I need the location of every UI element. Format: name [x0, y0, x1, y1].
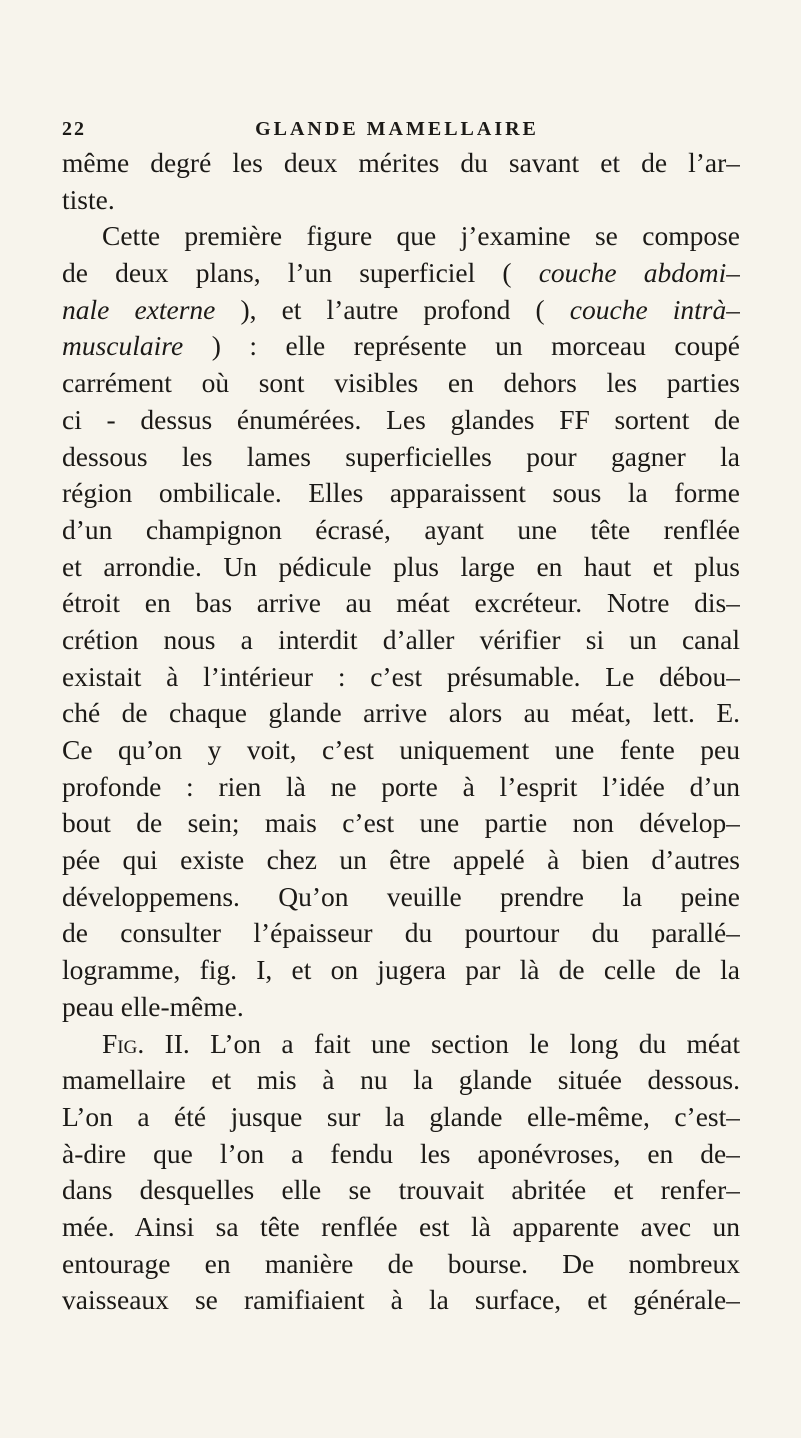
- text-line: [62, 842, 740, 879]
- text-line: [62, 292, 740, 329]
- text-run: crétion nous a interdit d’aller vérifier si un canal: [62, 623, 740, 655]
- text-line: [62, 439, 740, 476]
- text-run: Ce qu’on y voit, c’est uniquement une fente peu: [62, 734, 740, 765]
- text-run: entourage en manière de bourse. De nombreux: [62, 1247, 740, 1279]
- text-run: développemens. Qu’on veuille prendre la peine: [62, 880, 740, 912]
- running-head: GLANDE MAMELLAIRE: [255, 118, 539, 140]
- text-line: [62, 1026, 740, 1063]
- figure-label: Fig.: [102, 1027, 145, 1059]
- text-run: région ombilicale. Elles apparaissent sous la forme: [62, 477, 740, 509]
- italic-term: musculaire: [62, 330, 184, 362]
- text-run: ), et l’autre profond (: [215, 293, 570, 325]
- text-line: [62, 1136, 740, 1173]
- text-line: [62, 475, 740, 512]
- text-line: [62, 512, 740, 549]
- text-run: pée qui existe chez un être appelé à bien d’autres: [62, 844, 740, 876]
- text-line: [62, 255, 740, 292]
- text-run: existait à l’intérieur : c’est présumable. Le débou–: [62, 660, 740, 692]
- text-run: même degré les deux mérites du savant et de l’ar–: [62, 147, 740, 178]
- text-line: [62, 365, 740, 402]
- italic-term: nale externe: [62, 293, 216, 325]
- text-line: [62, 915, 740, 952]
- text-run: d’un champignon écrasé, ayant une tête renflée: [62, 513, 740, 545]
- text-run: carrément où sont visibles en dehors les parties: [62, 367, 740, 399]
- text-run: logramme, fig. I, et on jugera par là de celle de la: [62, 954, 740, 986]
- text-run: de deux plans, l’un superficiel (: [62, 257, 539, 289]
- text-line: [62, 769, 740, 806]
- text-run: profonde : rien là ne porte à l’esprit l’idée d’un: [62, 770, 740, 802]
- text-line: [62, 1062, 740, 1099]
- text-line: [62, 952, 740, 989]
- text-run: II. L’on a fait une section le long du méat: [144, 1027, 740, 1059]
- text-run: dessous les lames superficielles pour gagner la: [62, 440, 740, 472]
- text-run: ) : elle représente un morceau coupé: [183, 330, 740, 362]
- text-run: peau elle-même.: [62, 990, 244, 1022]
- text-line: [62, 145, 740, 182]
- text-line: [62, 659, 740, 696]
- page-number: 22: [62, 118, 86, 140]
- text-line: [62, 989, 740, 1026]
- text-line: [62, 1172, 740, 1209]
- italic-term: couche intrà–: [569, 293, 740, 325]
- text-line: [62, 585, 740, 622]
- text-line: [62, 805, 740, 842]
- text-run: Cette première figure que j’examine se compose: [102, 220, 740, 252]
- text-run: vaisseaux se ramifiaient à la surface, et générale–: [62, 1284, 740, 1316]
- text-line: [62, 879, 740, 916]
- body-text: [62, 145, 740, 1319]
- text-line: [62, 549, 740, 586]
- text-line: [62, 182, 740, 219]
- text-line: [62, 1246, 740, 1283]
- text-line: [62, 402, 740, 439]
- text-run: à-dire que l’on a fendu les aponévroses, en de–: [62, 1137, 740, 1169]
- italic-term: couche abdomi–: [538, 257, 740, 289]
- text-run: L’on a été jusque sur la glande elle-même, c’est–: [62, 1100, 740, 1132]
- text-run: et arrondie. Un pédicule plus large en haut et plus: [62, 550, 740, 582]
- text-run: de consulter l’épaisseur du pourtour du parallé–: [62, 917, 740, 949]
- text-run: mée. Ainsi sa tête renflée est là apparente avec un: [62, 1210, 740, 1242]
- text-line: [62, 1209, 740, 1246]
- text-line: [62, 218, 740, 255]
- text-run: ci - dessus énumérées. Les glandes FF sortent de: [62, 403, 740, 435]
- text-line: [62, 1099, 740, 1136]
- text-run: bout de sein; mais c’est une partie non dévelop–: [62, 807, 740, 839]
- text-line: [62, 328, 740, 365]
- text-run: étroit en bas arrive au méat excréteur. Notre dis–: [62, 587, 740, 619]
- text-run: mamellaire et mis à nu la glande située dessous.: [62, 1064, 740, 1096]
- text-run: ché de chaque glande arrive alors au méat, lett. E.: [62, 697, 740, 729]
- text-line: [62, 1282, 740, 1319]
- text-line: [62, 622, 740, 659]
- text-run: dans desquelles elle se trouvait abritée et renfer–: [62, 1174, 740, 1206]
- text-line: [62, 695, 740, 732]
- text-line: [62, 732, 740, 769]
- text-run: tiste.: [62, 183, 115, 215]
